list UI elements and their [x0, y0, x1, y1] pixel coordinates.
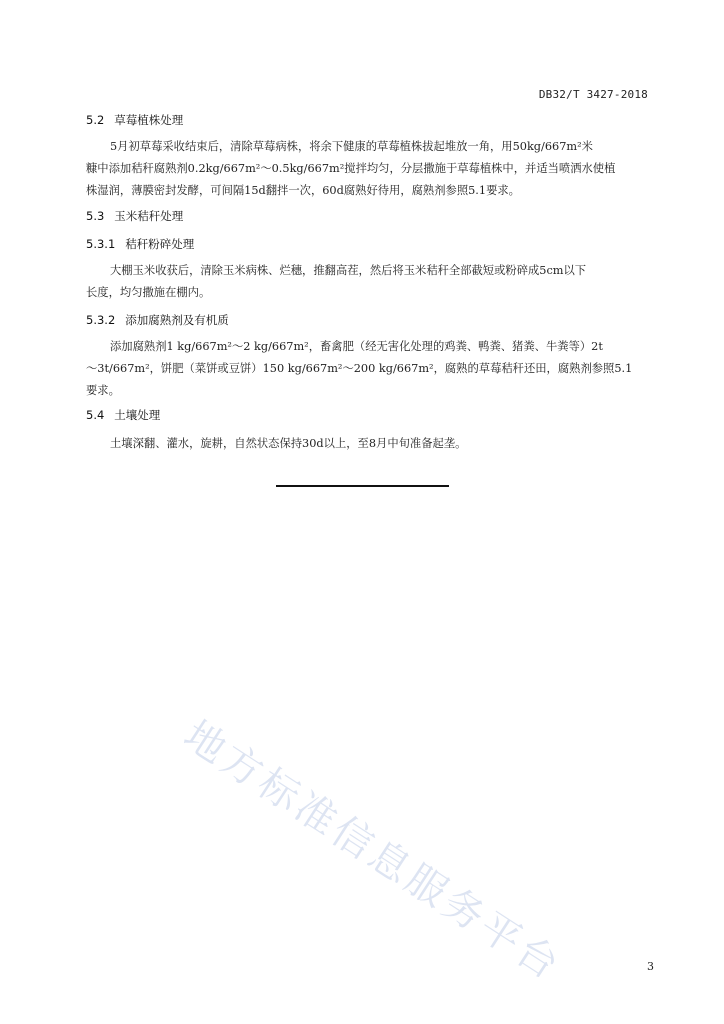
- end-of-text-rule: [276, 485, 449, 487]
- section-title: 秸秆粉碎处理: [125, 237, 195, 251]
- paragraph-line: 要求。: [86, 384, 120, 397]
- section-heading-5-3-1: [86, 236, 194, 252]
- paragraph-line: ～3t/667m²，饼肥（菜饼或豆饼）150 kg/667m²～200 kg/667m²，腐熟的草莓秸秆还田，腐熟剂参照5.1: [86, 362, 633, 375]
- paragraph-5-4: [86, 433, 652, 455]
- watermark-text: 地方标准信息服务平台: [175, 712, 570, 991]
- page-number: 3: [647, 960, 654, 973]
- section-title: 玉米秸秆处理: [114, 209, 184, 223]
- section-title: 添加腐熟剂及有机质: [125, 313, 229, 327]
- section-number: 5.3.1: [86, 237, 116, 251]
- section-number: 5.3: [86, 209, 105, 223]
- section-number: 5.4: [86, 408, 105, 422]
- paragraph-line: 土壤深翻、灌水，旋耕，自然状态保持30d以上，至8月中旬准备起垄。: [110, 437, 467, 450]
- paragraph-5-3-2: [86, 336, 652, 402]
- section-heading-5-3-2: [86, 312, 229, 328]
- paragraph-line: 株湿润，薄膜密封发酵，可间隔15d翻拌一次，60d腐熟好待用，腐熟剂参照5.1要求。: [86, 184, 520, 197]
- paragraph-5-2: [86, 136, 652, 202]
- paragraph-line: 糠中添加秸秆腐熟剂0.2kg/667m²～0.5kg/667m²搅拌均匀，分层撒施于草莓植株中，并适当喷洒水使植: [86, 162, 616, 175]
- section-title: 土壤处理: [114, 408, 161, 422]
- paragraph-line: 大棚玉米收获后，清除玉米病株、烂穗，推翻高茬，然后将玉米秸秆全部截短或粉碎成5cm以下: [110, 264, 587, 277]
- section-number: 5.3.2: [86, 313, 116, 327]
- section-heading-5-2: [86, 112, 183, 128]
- paragraph-line: 5月初草莓采收结束后，清除草莓病株，将余下健康的草莓植株拔起堆放一角，用50kg/667m²米: [110, 140, 593, 153]
- paragraph-5-3-1: [86, 260, 652, 304]
- section-heading-5-4: [86, 407, 160, 423]
- section-heading-5-3: [86, 208, 183, 224]
- document-code: DB32/T 3427-2018: [538, 88, 648, 101]
- paragraph-line: 长度，均匀撒施在棚内。: [86, 286, 211, 299]
- section-number: 5.2: [86, 113, 105, 127]
- section-title: 草莓植株处理: [114, 113, 184, 127]
- paragraph-line: 添加腐熟剂1 kg/667m²～2 kg/667m²，畜禽肥（经无害化处理的鸡粪、鸭粪、猪粪、牛粪等）2t: [110, 340, 603, 353]
